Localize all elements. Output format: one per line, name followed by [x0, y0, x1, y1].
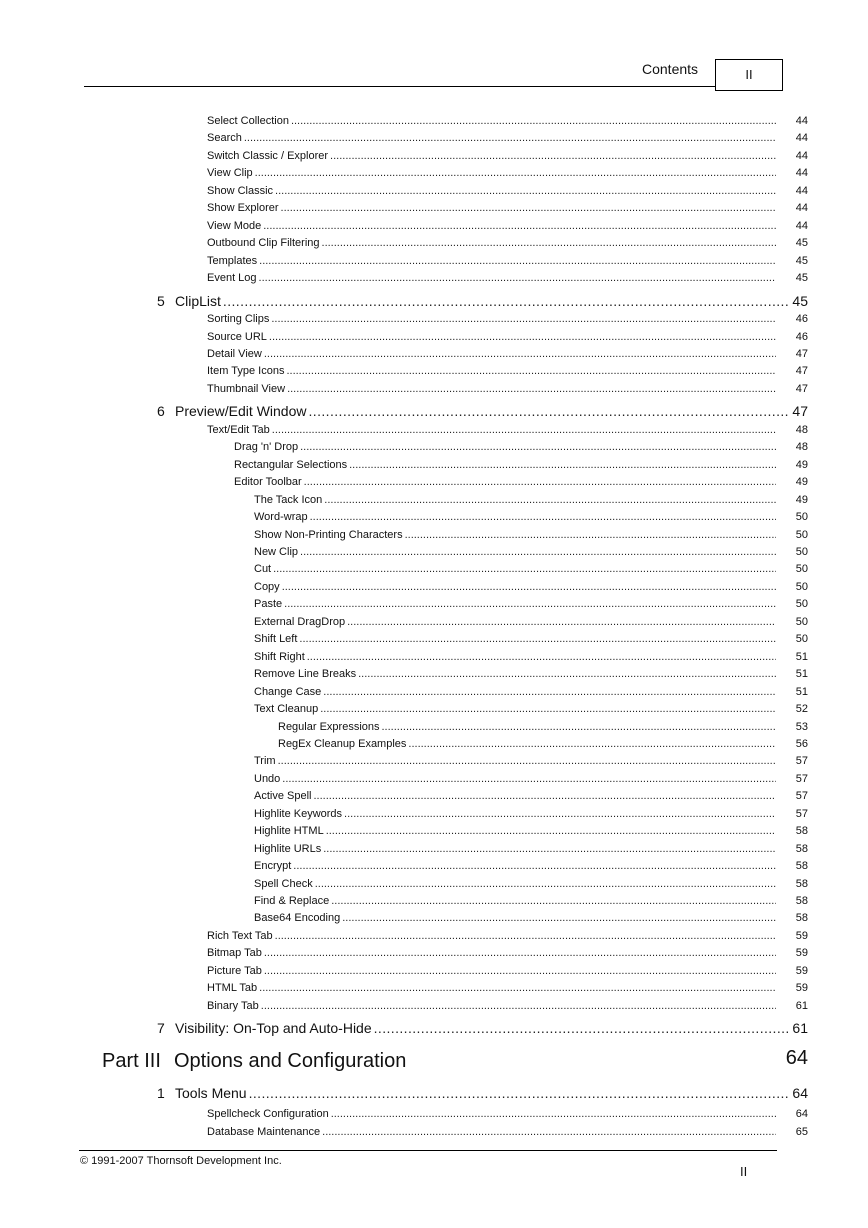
- toc-entry-title: Templates: [207, 254, 258, 267]
- toc-leader-dots: [358, 668, 776, 680]
- toc-entry-page: 45: [792, 292, 808, 309]
- toc-leader-dots: [264, 947, 776, 959]
- toc-entry[interactable]: [207, 115, 808, 127]
- toc-leader-dots: [272, 424, 776, 436]
- toc-entry-title: Editor Toolbar: [234, 476, 302, 489]
- toc-entry-title: Shift Right: [254, 650, 305, 663]
- toc-leader-dots: [324, 494, 776, 506]
- toc-entry-title: Copy: [254, 580, 280, 593]
- toc-entry-title: HTML Tab: [207, 982, 258, 995]
- toc-entry-page: 57: [795, 772, 808, 785]
- footer-page-number: II: [740, 1164, 748, 1179]
- toc-entry-page: 64: [795, 1108, 808, 1120]
- toc-leader-dots: [249, 1085, 788, 1101]
- toc-leader-dots: [307, 651, 776, 663]
- toc-leader-dots: [405, 529, 776, 541]
- toc-entry-title: Active Spell: [254, 790, 312, 803]
- toc-entry[interactable]: [207, 365, 808, 377]
- toc-entry[interactable]: [254, 651, 808, 663]
- toc-chapter[interactable]: [157, 1020, 808, 1037]
- footer-copyright: © 1991-2007 Thornsoft Development Inc.: [80, 1155, 282, 1167]
- toc-entry-page: 51: [795, 650, 808, 663]
- toc-entry[interactable]: [234, 459, 808, 471]
- toc-chapter-number: 1: [157, 1085, 165, 1101]
- toc-entry-title: View Clip: [207, 167, 253, 180]
- toc-entry-page: 58: [795, 825, 808, 838]
- toc-entry-title: Database Maintenance: [207, 1126, 321, 1138]
- toc-entry-title: Event Log: [207, 272, 257, 285]
- toc-leader-dots: [347, 616, 776, 628]
- toc-entry-title: Text Cleanup: [254, 703, 319, 716]
- toc-entry-title: RegEx Cleanup Examples: [278, 737, 407, 750]
- toc-entry-page: 53: [795, 720, 808, 733]
- toc-leader-dots: [300, 441, 776, 453]
- toc-entry-title: Regular Expressions: [278, 720, 380, 733]
- toc-entry[interactable]: [254, 668, 808, 680]
- toc-entry-title: Word-wrap: [254, 511, 308, 524]
- toc-leader-dots: [342, 912, 776, 924]
- toc-entry-page: 50: [795, 563, 808, 576]
- toc-entry-page: 59: [795, 964, 808, 977]
- toc-entry-page: 50: [795, 633, 808, 646]
- toc-entry-page: 47: [795, 382, 808, 395]
- toc-leader-dots: [374, 1020, 788, 1036]
- toc-entry[interactable]: [254, 633, 808, 645]
- toc-entry-page: 45: [795, 254, 808, 267]
- toc-chapter[interactable]: [157, 403, 808, 420]
- toc-entry-page: 47: [795, 365, 808, 378]
- toc-entry[interactable]: [234, 441, 808, 453]
- toc-leader-dots: [281, 202, 776, 214]
- toc-entry[interactable]: [254, 773, 808, 785]
- toc-entry-page: 52: [795, 703, 808, 716]
- toc-leader-dots: [291, 115, 776, 127]
- toc-entry[interactable]: [254, 860, 808, 872]
- toc-leader-dots: [275, 930, 776, 942]
- toc-entry[interactable]: [254, 843, 808, 855]
- toc-entry-title: Source URL: [207, 330, 267, 343]
- toc-leader-dots: [286, 365, 776, 377]
- toc-entry-page: 57: [795, 790, 808, 803]
- toc-entry[interactable]: [207, 272, 808, 284]
- toc-leader-dots: [259, 982, 776, 994]
- toc-leader-dots: [293, 860, 776, 872]
- toc-entry-title: Remove Line Breaks: [254, 668, 357, 681]
- toc-entry[interactable]: [207, 237, 808, 249]
- toc-entry-page: 59: [795, 929, 808, 942]
- toc-entry-title: Show Explorer: [207, 202, 279, 215]
- toc-entry-title: Text/Edit Tab: [207, 423, 270, 436]
- toc-entry-title: Encrypt: [254, 860, 292, 873]
- toc-entry-title: Outbound Clip Filtering: [207, 237, 320, 250]
- toc-leader-dots: [287, 383, 776, 395]
- toc-entry-page: 61: [792, 1020, 808, 1037]
- toc-entry-title: New Clip: [254, 546, 299, 558]
- toc-leader-dots: [326, 825, 776, 837]
- toc-entry-page: 57: [795, 807, 808, 820]
- toc-entry-title: Highlite HTML: [254, 825, 324, 838]
- toc-entry[interactable]: [254, 616, 808, 628]
- toc-entry[interactable]: [207, 1126, 808, 1138]
- toc-entry-page: 59: [795, 982, 808, 995]
- toc-entry-title: Base64 Encoding: [254, 912, 341, 925]
- toc-entry-page: 57: [795, 755, 808, 768]
- toc-leader-dots: [261, 1000, 776, 1012]
- toc-leader-dots: [275, 185, 776, 197]
- toc-entry-title: Picture Tab: [207, 964, 262, 977]
- toc-leader-dots: [344, 808, 776, 820]
- toc-leader-dots: [349, 459, 776, 471]
- header-page-number: II: [715, 59, 783, 91]
- toc-entry-title: Highlite Keywords: [254, 807, 343, 820]
- toc-entry[interactable]: [254, 598, 808, 610]
- toc-entry[interactable]: [254, 808, 808, 820]
- toc-entry[interactable]: [254, 563, 808, 575]
- toc-entry-title: Drag 'n' Drop: [234, 441, 299, 454]
- toc-entry-page: 44: [795, 219, 808, 232]
- toc-entry[interactable]: [234, 476, 808, 488]
- toc-entry-page: 50: [795, 580, 808, 593]
- toc-entry[interactable]: [254, 494, 808, 506]
- toc-entry[interactable]: [207, 313, 808, 325]
- toc-leader-dots: [309, 403, 789, 419]
- toc-entry-page: 49: [795, 476, 808, 489]
- toc-leader-dots: [408, 738, 776, 750]
- toc-leader-dots: [264, 348, 776, 360]
- toc-entry[interactable]: [207, 348, 808, 360]
- toc-entry-page: 56: [795, 737, 808, 750]
- toc-entry-page: 58: [795, 895, 808, 907]
- toc-entry-page: 50: [795, 546, 808, 558]
- part-page-number: 64: [785, 1047, 808, 1069]
- toc-entry-page: 61: [795, 999, 808, 1012]
- toc-leader-dots: [330, 150, 776, 162]
- toc-entry-title: Change Case: [254, 685, 322, 698]
- toc-entry-page: 46: [795, 313, 808, 326]
- toc-leader-dots: [223, 293, 788, 309]
- toc-entry[interactable]: [207, 982, 808, 994]
- toc-chapter-number: 6: [157, 403, 165, 420]
- toc-leader-dots: [313, 790, 776, 802]
- toc-entry-page: 50: [795, 598, 808, 611]
- toc-leader-dots: [273, 563, 776, 575]
- toc-entry-page: 48: [795, 441, 808, 454]
- toc-entry-title: Bitmap Tab: [207, 947, 262, 960]
- toc-leader-dots: [259, 272, 776, 284]
- toc-entry[interactable]: [207, 930, 808, 942]
- toc-entry-page: 44: [795, 149, 808, 162]
- toc-entry[interactable]: [207, 1000, 808, 1012]
- toc-entry-page: 58: [795, 842, 808, 855]
- toc-leader-dots: [323, 686, 776, 698]
- toc-entry[interactable]: [254, 755, 808, 767]
- toc-entry[interactable]: [207, 202, 808, 214]
- toc-leader-dots: [331, 895, 776, 907]
- toc-entry-page: 47: [795, 347, 808, 360]
- toc-entry-title: Sorting Clips: [207, 313, 270, 326]
- toc-entry[interactable]: [207, 1108, 808, 1120]
- toc-entry[interactable]: [254, 529, 808, 541]
- toc-leader-dots: [310, 511, 776, 523]
- toc-leader-dots: [304, 476, 776, 488]
- toc-leader-dots: [269, 331, 776, 343]
- toc-entry-page: 51: [795, 668, 808, 681]
- toc-entry[interactable]: [254, 511, 808, 523]
- toc-entry[interactable]: [254, 878, 808, 890]
- toc-entry[interactable]: [254, 703, 808, 715]
- toc-entry-title: Show Non-Printing Characters: [254, 528, 403, 541]
- toc-entry[interactable]: [254, 581, 808, 593]
- toc-entry[interactable]: [278, 721, 808, 733]
- toc-entry-page: 45: [795, 237, 808, 250]
- toc-entry-title: Spellcheck Configuration: [207, 1108, 329, 1120]
- toc-entry[interactable]: [254, 546, 808, 558]
- toc-entry-title: Visibility: On-Top and Auto-Hide: [175, 1020, 372, 1037]
- toc-entry-page: 49: [795, 458, 808, 471]
- toc-entry-page: 50: [795, 528, 808, 541]
- toc-entry-page: 58: [795, 877, 808, 890]
- toc-leader-dots: [382, 721, 777, 733]
- toc-entry-page: 44: [795, 167, 808, 180]
- toc-entry[interactable]: [254, 686, 808, 698]
- toc-leader-dots: [323, 843, 776, 855]
- toc-entry-title: Item Type Icons: [207, 365, 285, 378]
- toc-leader-dots: [264, 965, 776, 977]
- toc-entry-title: Find & Replace: [254, 895, 330, 907]
- toc-entry[interactable]: [207, 150, 808, 162]
- toc-entry-page: 44: [795, 115, 808, 127]
- toc-leader-dots: [278, 755, 776, 767]
- toc-entry-page: 44: [795, 184, 808, 197]
- toc-entry-page: 58: [795, 912, 808, 925]
- toc-entry[interactable]: [207, 167, 808, 179]
- toc-entry-title: Rich Text Tab: [207, 929, 273, 942]
- toc-entry[interactable]: [207, 255, 808, 267]
- toc-entry[interactable]: [207, 383, 808, 395]
- toc-entry-page: 58: [795, 860, 808, 873]
- toc-leader-dots: [259, 255, 776, 267]
- toc-entry-title: Undo: [254, 772, 281, 785]
- toc-entry-title: Select Collection: [207, 115, 289, 127]
- toc-entry-page: 48: [795, 423, 808, 436]
- toc-entry-page: 45: [795, 272, 808, 285]
- toc-entry-page: 44: [795, 132, 808, 145]
- toc-entry[interactable]: [207, 220, 808, 232]
- toc-entry-page: 50: [795, 511, 808, 524]
- toc-leader-dots: [322, 237, 776, 249]
- toc-entry-title: Spell Check: [254, 877, 313, 890]
- toc-entry-title: Detail View: [207, 347, 262, 360]
- toc-entry-title: Binary Tab: [207, 999, 259, 1012]
- toc-leader-dots: [282, 581, 776, 593]
- header-divider: [84, 86, 716, 87]
- toc-entry-title: Highlite URLs: [254, 842, 322, 855]
- toc-entry-title: ClipList: [175, 292, 221, 309]
- part-label: Part III: [102, 1050, 161, 1072]
- toc-leader-dots: [320, 703, 776, 715]
- toc-entry[interactable]: [207, 132, 808, 144]
- toc-entry-title: Cut: [254, 563, 272, 576]
- toc-entry-page: 44: [795, 202, 808, 215]
- toc-leader-dots: [255, 167, 776, 179]
- toc-entry[interactable]: [207, 185, 808, 197]
- toc-entry-page: 47: [792, 403, 808, 420]
- footer-divider: [79, 1150, 777, 1151]
- toc-entry-title: Show Classic: [207, 184, 274, 197]
- toc-entry-title: Search: [207, 132, 242, 145]
- toc-leader-dots: [315, 878, 776, 890]
- toc-entry-page: 51: [795, 685, 808, 698]
- toc-entry-page: 65: [795, 1126, 808, 1138]
- toc-entry-title: View Mode: [207, 219, 262, 232]
- toc-entry-title: Tools Menu: [175, 1085, 247, 1101]
- toc-entry-page: 59: [795, 947, 808, 960]
- toc-leader-dots: [322, 1126, 776, 1138]
- toc-entry[interactable]: [207, 424, 808, 436]
- toc-entry[interactable]: [207, 947, 808, 959]
- toc-chapter-number: 5: [157, 292, 165, 309]
- toc-entry-title: Thumbnail View: [207, 382, 286, 395]
- toc-entry-title: External DragDrop: [254, 615, 346, 628]
- toc-entry-page: 46: [795, 330, 808, 343]
- toc-entry[interactable]: [207, 331, 808, 343]
- part-title: Options and Configuration: [174, 1050, 407, 1072]
- toc-leader-dots: [284, 598, 776, 610]
- toc-leader-dots: [271, 313, 776, 325]
- toc-entry[interactable]: [254, 912, 808, 924]
- toc-leader-dots: [299, 633, 776, 645]
- toc-entry[interactable]: [207, 965, 808, 977]
- toc-leader-dots: [244, 132, 776, 144]
- toc-leader-dots: [300, 546, 776, 558]
- toc-entry[interactable]: [278, 738, 808, 750]
- toc-chapter-number: 7: [157, 1020, 165, 1037]
- toc-leader-dots: [263, 220, 776, 232]
- toc-entry-page: 50: [795, 615, 808, 628]
- toc-entry[interactable]: [254, 825, 808, 837]
- toc-entry-page: 64: [792, 1085, 808, 1101]
- toc-entry[interactable]: [254, 895, 808, 907]
- toc-chapter[interactable]: [157, 1085, 808, 1101]
- toc-entry-title: Paste: [254, 598, 283, 611]
- toc-entry-title: Trim: [254, 755, 276, 768]
- toc-entry[interactable]: [254, 790, 808, 802]
- toc-entry-title: Preview/Edit Window: [175, 403, 307, 420]
- toc-entry-title: The Tack Icon: [254, 493, 323, 506]
- toc-entry-page: 49: [795, 493, 808, 506]
- toc-entry-title: Shift Left: [254, 633, 298, 646]
- toc-leader-dots: [282, 773, 776, 785]
- toc-chapter[interactable]: [157, 292, 808, 309]
- toc-entry-title: Switch Classic / Explorer: [207, 149, 329, 162]
- toc-entry-title: Rectangular Selections: [234, 458, 348, 471]
- header-title: Contents: [642, 61, 699, 77]
- toc-leader-dots: [331, 1108, 776, 1120]
